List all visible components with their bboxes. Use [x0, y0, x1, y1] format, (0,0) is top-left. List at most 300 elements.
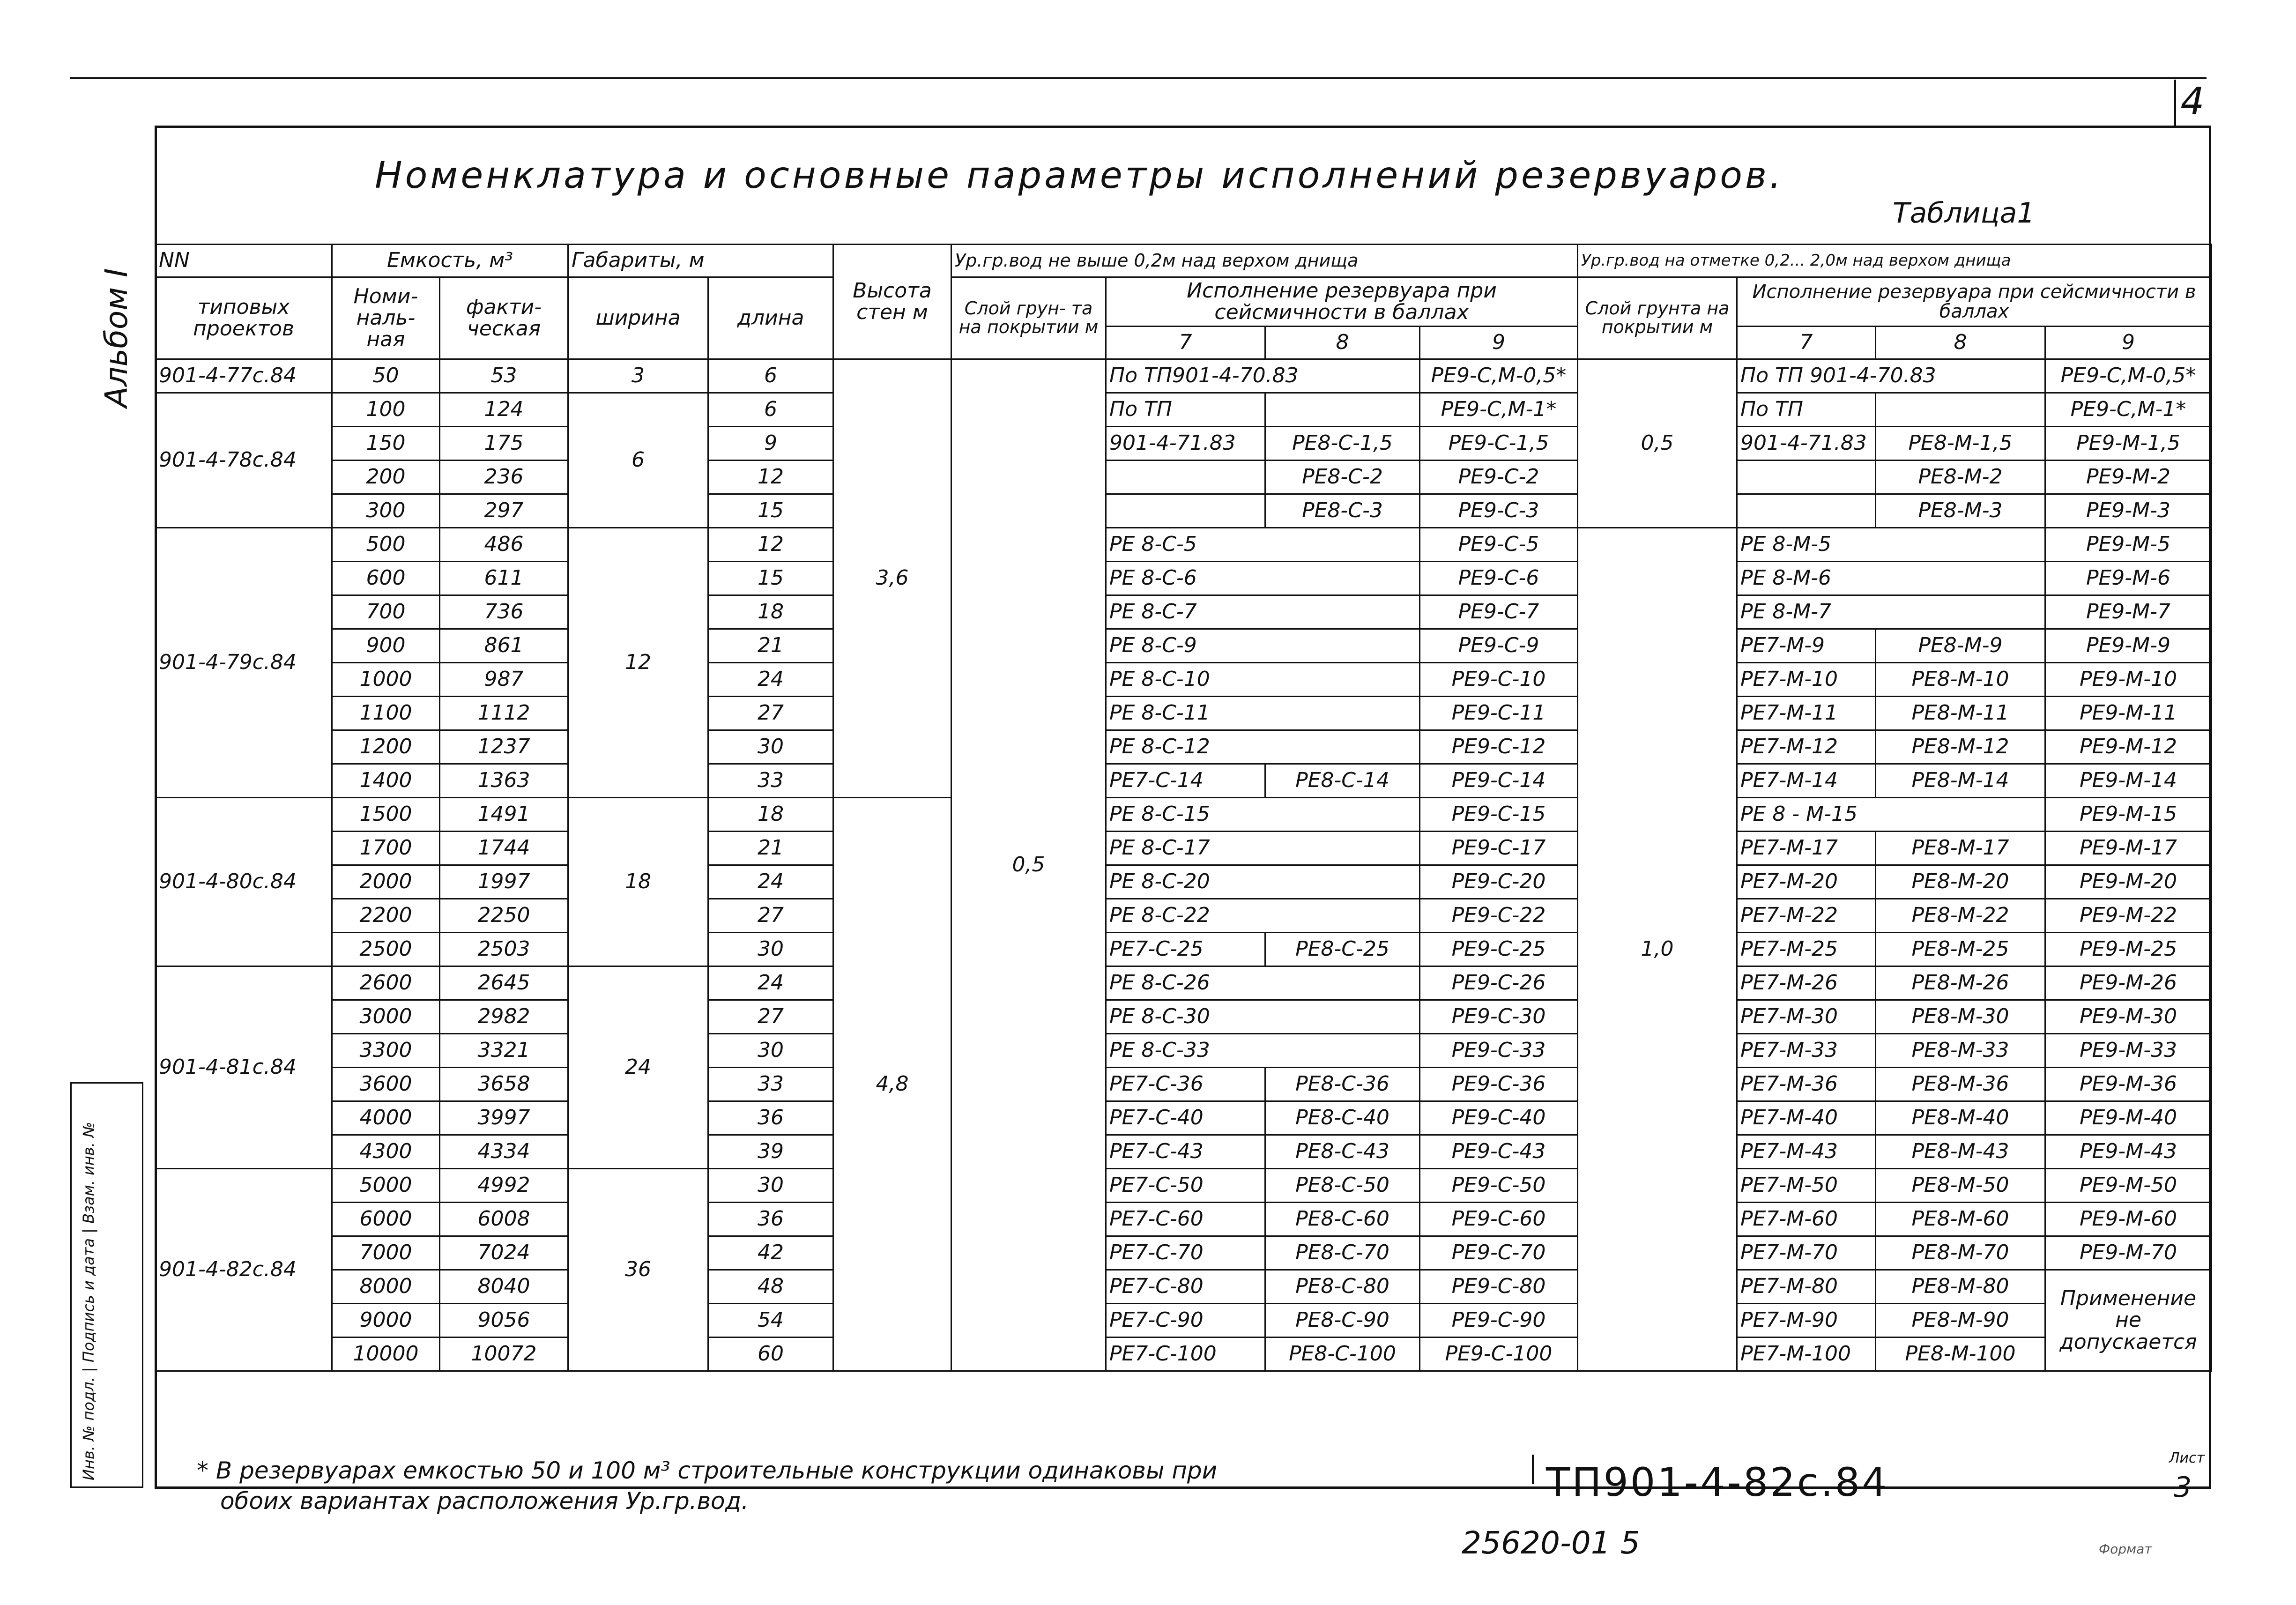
- exec-7: 901-4-71.83: [1106, 427, 1265, 461]
- length-value: 54: [708, 1304, 833, 1338]
- exec-7: РЕ7-С-80: [1106, 1270, 1265, 1304]
- sheet-label: Лист: [2169, 1450, 2205, 1466]
- exec-right-9: РЕ9-М-22: [2045, 899, 2212, 933]
- exec-7: РЕ7-С-70: [1106, 1236, 1265, 1270]
- sheet-number: 3: [2174, 1471, 2192, 1504]
- actual-capacity: 1744: [440, 832, 568, 865]
- exec-right-7: РЕ7-М-80: [1737, 1270, 1876, 1304]
- nominal-capacity: 700: [332, 595, 440, 629]
- exec-right-7: [1737, 494, 1876, 528]
- exec-right-7: РЕ7-М-11: [1737, 697, 1876, 730]
- exec-9: РЕ9-С-7: [1420, 595, 1578, 629]
- nominal-capacity: 1000: [332, 663, 440, 697]
- exec-9: РЕ9-С-30: [1420, 1000, 1578, 1034]
- exec-right-7: РЕ7-М-25: [1737, 933, 1876, 966]
- actual-capacity: 2982: [440, 1000, 568, 1034]
- exec-7: РЕ7-С-36: [1106, 1068, 1265, 1101]
- nominal-capacity: 1100: [332, 697, 440, 730]
- exec-right-9: РЕ9-М-12: [2045, 730, 2212, 764]
- exec-9: РЕ9-С-40: [1420, 1101, 1578, 1135]
- exec-right-8: РЕ8-М-90: [1876, 1304, 2045, 1338]
- exec-9: РЕ9-С-5: [1420, 528, 1578, 562]
- actual-capacity: 1997: [440, 865, 568, 899]
- hdr-groundwater-1: Ур.гр.вод не выше 0,2м над верхом днища: [951, 245, 1578, 277]
- hdr-nominal: Номи- наль- ная: [332, 277, 440, 359]
- exec-9: РЕ9-С-70: [1420, 1236, 1578, 1270]
- nominal-capacity: 8000: [332, 1270, 440, 1304]
- exec-8: РЕ8-С-25: [1265, 933, 1420, 966]
- hdr-height: Высота стен м: [833, 245, 951, 359]
- nominal-capacity: 100: [332, 393, 440, 427]
- exec-right-7: РЕ7-М-14: [1737, 764, 1876, 798]
- length-value: 30: [708, 1034, 833, 1068]
- nominal-capacity: 900: [332, 629, 440, 663]
- actual-capacity: 1112: [440, 697, 568, 730]
- exec-right-7: РЕ7-М-100: [1737, 1338, 1876, 1371]
- exec-7: [1106, 494, 1265, 528]
- actual-capacity: 297: [440, 494, 568, 528]
- exec-9: РЕ9-С-12: [1420, 730, 1578, 764]
- exec-right-9: РЕ9-М-6: [2045, 562, 2212, 595]
- actual-capacity: 175: [440, 427, 568, 461]
- length-value: 60: [708, 1338, 833, 1371]
- exec-right-7: РЕ7-М-40: [1737, 1101, 1876, 1135]
- exec-9: РЕ9-С-6: [1420, 562, 1578, 595]
- exec-8: РЕ8-С-80: [1265, 1270, 1420, 1304]
- width-value: 18: [568, 798, 708, 966]
- exec-right-9: РЕ9-М-9: [2045, 629, 2212, 663]
- format-label: Формат: [2099, 1541, 2152, 1557]
- exec-7-8: РЕ 8-С-11: [1106, 697, 1420, 730]
- exec-right-8: РЕ8-М-80: [1876, 1270, 2045, 1304]
- exec-right-9: РЕ9-М-36: [2045, 1068, 2212, 1101]
- exec-7: По ТП: [1106, 393, 1265, 427]
- exec-9: РЕ9-С-15: [1420, 798, 1578, 832]
- hdr-length: длина: [708, 277, 833, 359]
- length-value: 15: [708, 494, 833, 528]
- nominal-capacity: 9000: [332, 1304, 440, 1338]
- actual-capacity: 3997: [440, 1101, 568, 1135]
- exec-right-9: РЕ9-М-20: [2045, 865, 2212, 899]
- actual-capacity: 9056: [440, 1304, 568, 1338]
- length-value: 30: [708, 730, 833, 764]
- actual-capacity: 1491: [440, 798, 568, 832]
- nominal-capacity: 2600: [332, 966, 440, 1000]
- hdr-seismic-8b: 8: [1876, 327, 2045, 359]
- length-value: 18: [708, 798, 833, 832]
- exec-right-7-8: По ТП 901-4-70.83: [1737, 359, 2045, 393]
- exec-7-8: РЕ 8-С-10: [1106, 663, 1420, 697]
- exec-right-7: РЕ7-М-90: [1737, 1304, 1876, 1338]
- actual-capacity: 8040: [440, 1270, 568, 1304]
- exec-7-8: РЕ 8-С-26: [1106, 966, 1420, 1000]
- length-value: 12: [708, 461, 833, 494]
- exec-right-9: РЕ9-М-3: [2045, 494, 2212, 528]
- exec-right-9: РЕ9-М-50: [2045, 1169, 2212, 1203]
- hdr-exec-1: Исполнение резервуара при сейсмичности в баллах: [1106, 277, 1578, 327]
- page-number: 4: [2174, 80, 2209, 126]
- length-value: 42: [708, 1236, 833, 1270]
- exec-right-7: РЕ7-М-20: [1737, 865, 1876, 899]
- footnote-line-2: обоих вариантах расположения Ур.гр.вод.: [220, 1487, 749, 1515]
- exec-right-9: РЕ9-М-70: [2045, 1236, 2212, 1270]
- page-title: Номенклатура и основные параметры исполнений резервуаров.: [375, 155, 1784, 197]
- exec-9: РЕ9-С-33: [1420, 1034, 1578, 1068]
- nominal-capacity: 150: [332, 427, 440, 461]
- exec-8: РЕ8-С-70: [1265, 1236, 1420, 1270]
- hdr-nn: NN: [156, 245, 332, 277]
- hdr-seismic-9: 9: [1420, 327, 1578, 359]
- nominal-capacity: 3000: [332, 1000, 440, 1034]
- exec-right-8: РЕ8-М-43: [1876, 1135, 2045, 1169]
- exec-9: РЕ9-С-90: [1420, 1304, 1578, 1338]
- exec-8: РЕ8-С-50: [1265, 1169, 1420, 1203]
- exec-7: РЕ7-С-50: [1106, 1169, 1265, 1203]
- actual-capacity: 236: [440, 461, 568, 494]
- exec-right-8: РЕ8-М-25: [1876, 933, 2045, 966]
- exec-7-8: РЕ 8-С-15: [1106, 798, 1420, 832]
- exec-9: РЕ9-С-1,5: [1420, 427, 1578, 461]
- width-value: 6: [568, 393, 708, 528]
- exec-right-7: РЕ7-М-36: [1737, 1068, 1876, 1101]
- exec-7-8: РЕ 8-С-12: [1106, 730, 1420, 764]
- length-value: 21: [708, 832, 833, 865]
- nominal-capacity: 1700: [332, 832, 440, 865]
- exec-right-7: РЕ7-М-43: [1737, 1135, 1876, 1169]
- actual-capacity: 3658: [440, 1068, 568, 1101]
- document-code: ТП901-4-82с.84: [1546, 1459, 1889, 1505]
- length-value: 36: [708, 1203, 833, 1236]
- exec-9: РЕ9-С,М-0,5*: [1420, 359, 1578, 393]
- top-rule: [70, 77, 2207, 79]
- exec-7-8: РЕ 8-С-20: [1106, 865, 1420, 899]
- project-code: 901-4-77с.84: [156, 359, 332, 393]
- soil-layer-right: 1,0: [1578, 528, 1737, 1371]
- length-value: 12: [708, 528, 833, 562]
- exec-right-9: РЕ9-М-15: [2045, 798, 2212, 832]
- width-value: 36: [568, 1169, 708, 1371]
- actual-capacity: 987: [440, 663, 568, 697]
- exec-9: РЕ9-С-9: [1420, 629, 1578, 663]
- exec-right-9: РЕ9-М-7: [2045, 595, 2212, 629]
- exec-8: РЕ8-С-43: [1265, 1135, 1420, 1169]
- exec-right-9: РЕ9-М-14: [2045, 764, 2212, 798]
- exec-7-8: РЕ 8-С-9: [1106, 629, 1420, 663]
- actual-capacity: 2645: [440, 966, 568, 1000]
- length-value: 27: [708, 697, 833, 730]
- length-value: 15: [708, 562, 833, 595]
- actual-capacity: 861: [440, 629, 568, 663]
- exec-right-8: РЕ8-М-22: [1876, 899, 2045, 933]
- length-value: 21: [708, 629, 833, 663]
- actual-capacity: 7024: [440, 1236, 568, 1270]
- exec-9: РЕ9-С-20: [1420, 865, 1578, 899]
- actual-capacity: 4334: [440, 1135, 568, 1169]
- exec-8: [1265, 393, 1420, 427]
- exec-right-8: РЕ8-М-30: [1876, 1000, 2045, 1034]
- actual-capacity: 2503: [440, 933, 568, 966]
- nominal-capacity: 2500: [332, 933, 440, 966]
- album-label: Альбом I: [98, 268, 134, 408]
- exec-7-8: РЕ 8-С-17: [1106, 832, 1420, 865]
- project-code: 901-4-79с.84: [156, 528, 332, 798]
- length-value: 36: [708, 1101, 833, 1135]
- hdr-seismic-9b: 9: [2045, 327, 2212, 359]
- exec-right-7: 901-4-71.83: [1737, 427, 1876, 461]
- footnote-line-1: * В резервуарах емкостью 50 и 100 м³ строительные конструкции одинаковы при: [197, 1457, 1218, 1484]
- actual-capacity: 6008: [440, 1203, 568, 1236]
- length-value: 30: [708, 1169, 833, 1203]
- exec-right-7: РЕ7-М-33: [1737, 1034, 1876, 1068]
- project-code: 901-4-80с.84: [156, 798, 332, 966]
- exec-right-7: РЕ7-М-17: [1737, 832, 1876, 865]
- nominal-capacity: 300: [332, 494, 440, 528]
- exec-8: РЕ8-С-14: [1265, 764, 1420, 798]
- exec-right-8: РЕ8-М-3: [1876, 494, 2045, 528]
- exec-right-8: РЕ8-М-20: [1876, 865, 2045, 899]
- exec-7-8: РЕ 8-С-5: [1106, 528, 1420, 562]
- hdr-dims: Габариты, м: [568, 245, 833, 277]
- exec-8: РЕ8-С-1,5: [1265, 427, 1420, 461]
- exec-right-8: РЕ8-М-40: [1876, 1101, 2045, 1135]
- exec-right-7-8: РЕ 8-М-6: [1737, 562, 2045, 595]
- project-code: 901-4-81с.84: [156, 966, 332, 1169]
- exec-right-9: РЕ9-М-25: [2045, 933, 2212, 966]
- nominal-capacity: 600: [332, 562, 440, 595]
- exec-right-8: РЕ8-М-50: [1876, 1169, 2045, 1203]
- exec-8: РЕ8-С-36: [1265, 1068, 1420, 1101]
- exec-8: РЕ8-С-2: [1265, 461, 1420, 494]
- exec-right-9: РЕ9-С,М-1*: [2045, 393, 2212, 427]
- exec-9: РЕ9-С-80: [1420, 1270, 1578, 1304]
- nominal-capacity: 5000: [332, 1169, 440, 1203]
- exec-8: РЕ8-С-90: [1265, 1304, 1420, 1338]
- archive-number: 25620-01 5: [1462, 1525, 1640, 1561]
- nominal-capacity: 4000: [332, 1101, 440, 1135]
- nominal-capacity: 200: [332, 461, 440, 494]
- exec-9: РЕ9-С-11: [1420, 697, 1578, 730]
- exec-9: РЕ9-С-22: [1420, 899, 1578, 933]
- exec-9: РЕ9-С,М-1*: [1420, 393, 1578, 427]
- length-value: 24: [708, 865, 833, 899]
- exec-right-8: РЕ8-М-2: [1876, 461, 2045, 494]
- exec-9: РЕ9-С-100: [1420, 1338, 1578, 1371]
- exec-right-9: РЕ9-М-43: [2045, 1135, 2212, 1169]
- exec-9: РЕ9-С-43: [1420, 1135, 1578, 1169]
- exec-right-7-8: РЕ 8 - М-15: [1737, 798, 2045, 832]
- length-value: 33: [708, 1068, 833, 1101]
- exec-7: РЕ7-С-60: [1106, 1203, 1265, 1236]
- exec-7-8: По ТП901-4-70.83: [1106, 359, 1420, 393]
- exec-right-7: РЕ7-М-26: [1737, 966, 1876, 1000]
- soil-layer: 0,5: [951, 359, 1106, 1371]
- table-label: Таблица1: [1893, 197, 2035, 230]
- length-value: 24: [708, 966, 833, 1000]
- nominal-capacity: 6000: [332, 1203, 440, 1236]
- exec-right-8: РЕ8-М-26: [1876, 966, 2045, 1000]
- hdr-actual: факти- ческая: [440, 277, 568, 359]
- exec-right-8: РЕ8-М-60: [1876, 1203, 2045, 1236]
- exec-9: РЕ9-С-36: [1420, 1068, 1578, 1101]
- nominal-capacity: 1400: [332, 764, 440, 798]
- exec-8: РЕ8-С-40: [1265, 1101, 1420, 1135]
- exec-right-8: РЕ8-М-11: [1876, 697, 2045, 730]
- exec-7-8: РЕ 8-С-22: [1106, 899, 1420, 933]
- nominal-capacity: 2000: [332, 865, 440, 899]
- nominal-capacity: 7000: [332, 1236, 440, 1270]
- length-value: 33: [708, 764, 833, 798]
- hdr-seismic-8: 8: [1265, 327, 1420, 359]
- actual-capacity: 53: [440, 359, 568, 393]
- nominal-capacity: 500: [332, 528, 440, 562]
- nominal-capacity: 3600: [332, 1068, 440, 1101]
- exec-right-9: РЕ9-М-1,5: [2045, 427, 2212, 461]
- exec-9: РЕ9-С-3: [1420, 494, 1578, 528]
- length-value: 27: [708, 899, 833, 933]
- exec-9: РЕ9-С-10: [1420, 663, 1578, 697]
- exec-right-7: По ТП: [1737, 393, 1876, 427]
- length-value: 9: [708, 427, 833, 461]
- exec-right-7: РЕ7-М-60: [1737, 1203, 1876, 1236]
- length-value: 18: [708, 595, 833, 629]
- exec-right-9: РЕ9-М-60: [2045, 1203, 2212, 1236]
- hdr-groundwater-2: Ур.гр.вод на отметке 0,2... 2,0м над верхом днища: [1578, 245, 2212, 277]
- hdr-layer-1: Слой грун- та на покрытии м: [951, 277, 1106, 359]
- width-value: 12: [568, 528, 708, 798]
- length-value: 39: [708, 1135, 833, 1169]
- exec-right-7: РЕ7-М-10: [1737, 663, 1876, 697]
- actual-capacity: 124: [440, 393, 568, 427]
- parameters-table: [155, 244, 2212, 1372]
- exec-right-9: РЕ9-М-5: [2045, 528, 2212, 562]
- exec-right-8: РЕ8-М-14: [1876, 764, 2045, 798]
- exec-9: РЕ9-С-2: [1420, 461, 1578, 494]
- exec-right-7: РЕ7-М-9: [1737, 629, 1876, 663]
- length-value: 6: [708, 393, 833, 427]
- exec-right-8: РЕ8-М-1,5: [1876, 427, 2045, 461]
- project-code: 901-4-82с.84: [156, 1169, 332, 1371]
- exec-right-7-8: РЕ 8-М-5: [1737, 528, 2045, 562]
- not-allowed-note: Применение не допускается: [2045, 1270, 2212, 1371]
- nominal-capacity: 1200: [332, 730, 440, 764]
- wall-height: 3,6: [833, 359, 951, 798]
- length-value: 48: [708, 1270, 833, 1304]
- soil-layer-right: 0,5: [1578, 359, 1737, 528]
- exec-right-9: РЕ9-С,М-0,5*: [2045, 359, 2212, 393]
- exec-8: РЕ8-С-3: [1265, 494, 1420, 528]
- exec-right-8: РЕ8-М-9: [1876, 629, 2045, 663]
- exec-right-9: РЕ9-М-17: [2045, 832, 2212, 865]
- exec-right-8: РЕ8-М-100: [1876, 1338, 2045, 1371]
- exec-right-9: РЕ9-М-33: [2045, 1034, 2212, 1068]
- exec-7: РЕ7-С-25: [1106, 933, 1265, 966]
- actual-capacity: 3321: [440, 1034, 568, 1068]
- exec-right-7: РЕ7-М-50: [1737, 1169, 1876, 1203]
- exec-7: РЕ7-С-100: [1106, 1338, 1265, 1371]
- exec-7: РЕ7-С-43: [1106, 1135, 1265, 1169]
- exec-right-7: [1737, 461, 1876, 494]
- actual-capacity: 736: [440, 595, 568, 629]
- hdr-width: ширина: [568, 277, 708, 359]
- side-stamp-text: Инв. № подл. | Подпись и дата | Взам. инв. №: [80, 1122, 97, 1480]
- nominal-capacity: 10000: [332, 1338, 440, 1371]
- exec-right-8: РЕ8-М-70: [1876, 1236, 2045, 1270]
- hdr-seismic-7: 7: [1106, 327, 1265, 359]
- exec-9: РЕ9-С-25: [1420, 933, 1578, 966]
- length-value: 6: [708, 359, 833, 393]
- exec-right-8: [1876, 393, 2045, 427]
- exec-7: РЕ7-С-40: [1106, 1101, 1265, 1135]
- nominal-capacity: 4300: [332, 1135, 440, 1169]
- exec-7-8: РЕ 8-С-6: [1106, 562, 1420, 595]
- length-value: 24: [708, 663, 833, 697]
- exec-9: РЕ9-С-60: [1420, 1203, 1578, 1236]
- nominal-capacity: 2200: [332, 899, 440, 933]
- exec-9: РЕ9-С-50: [1420, 1169, 1578, 1203]
- hdr-exec-2: Исполнение резервуара при сейсмичности в баллах: [1737, 277, 2212, 327]
- exec-right-8: РЕ8-М-33: [1876, 1034, 2045, 1068]
- exec-8: РЕ8-С-60: [1265, 1203, 1420, 1236]
- exec-right-8: РЕ8-М-12: [1876, 730, 2045, 764]
- exec-right-9: РЕ9-М-40: [2045, 1101, 2212, 1135]
- exec-9: РЕ9-С-17: [1420, 832, 1578, 865]
- exec-right-8: РЕ8-М-36: [1876, 1068, 2045, 1101]
- exec-right-7: РЕ7-М-12: [1737, 730, 1876, 764]
- exec-right-9: РЕ9-М-26: [2045, 966, 2212, 1000]
- wall-height: 4,8: [833, 798, 951, 1371]
- actual-capacity: 10072: [440, 1338, 568, 1371]
- length-value: 30: [708, 933, 833, 966]
- hdr-capacity: Емкость, м³: [332, 245, 568, 277]
- exec-right-8: РЕ8-М-10: [1876, 663, 2045, 697]
- exec-8: РЕ8-С-100: [1265, 1338, 1420, 1371]
- hdr-layer-2: Слой грунта на покрытии м: [1578, 277, 1737, 359]
- exec-9: РЕ9-С-14: [1420, 764, 1578, 798]
- project-code: 901-4-78с.84: [156, 393, 332, 528]
- exec-right-7-8: РЕ 8-М-7: [1737, 595, 2045, 629]
- exec-right-7: РЕ7-М-30: [1737, 1000, 1876, 1034]
- exec-7: РЕ7-С-14: [1106, 764, 1265, 798]
- hdr-typical: типовых проектов: [156, 277, 332, 359]
- length-value: 27: [708, 1000, 833, 1034]
- actual-capacity: 611: [440, 562, 568, 595]
- exec-right-7: РЕ7-М-70: [1737, 1236, 1876, 1270]
- exec-right-9: РЕ9-М-30: [2045, 1000, 2212, 1034]
- exec-7: [1106, 461, 1265, 494]
- exec-9: РЕ9-С-26: [1420, 966, 1578, 1000]
- actual-capacity: 1363: [440, 764, 568, 798]
- actual-capacity: 1237: [440, 730, 568, 764]
- exec-7-8: РЕ 8-С-33: [1106, 1034, 1420, 1068]
- exec-7-8: РЕ 8-С-30: [1106, 1000, 1420, 1034]
- actual-capacity: 486: [440, 528, 568, 562]
- exec-right-9: РЕ9-М-10: [2045, 663, 2212, 697]
- exec-7: РЕ7-С-90: [1106, 1304, 1265, 1338]
- actual-capacity: 4992: [440, 1169, 568, 1203]
- exec-right-9: РЕ9-М-11: [2045, 697, 2212, 730]
- nominal-capacity: 50: [332, 359, 440, 393]
- exec-right-8: РЕ8-М-17: [1876, 832, 2045, 865]
- nominal-capacity: 3300: [332, 1034, 440, 1068]
- nominal-capacity: 1500: [332, 798, 440, 832]
- width-value: 24: [568, 966, 708, 1169]
- width-value: 3: [568, 359, 708, 393]
- hdr-seismic-7b: 7: [1737, 327, 1876, 359]
- actual-capacity: 2250: [440, 899, 568, 933]
- exec-right-7: РЕ7-М-22: [1737, 899, 1876, 933]
- exec-right-9: РЕ9-М-2: [2045, 461, 2212, 494]
- exec-7-8: РЕ 8-С-7: [1106, 595, 1420, 629]
